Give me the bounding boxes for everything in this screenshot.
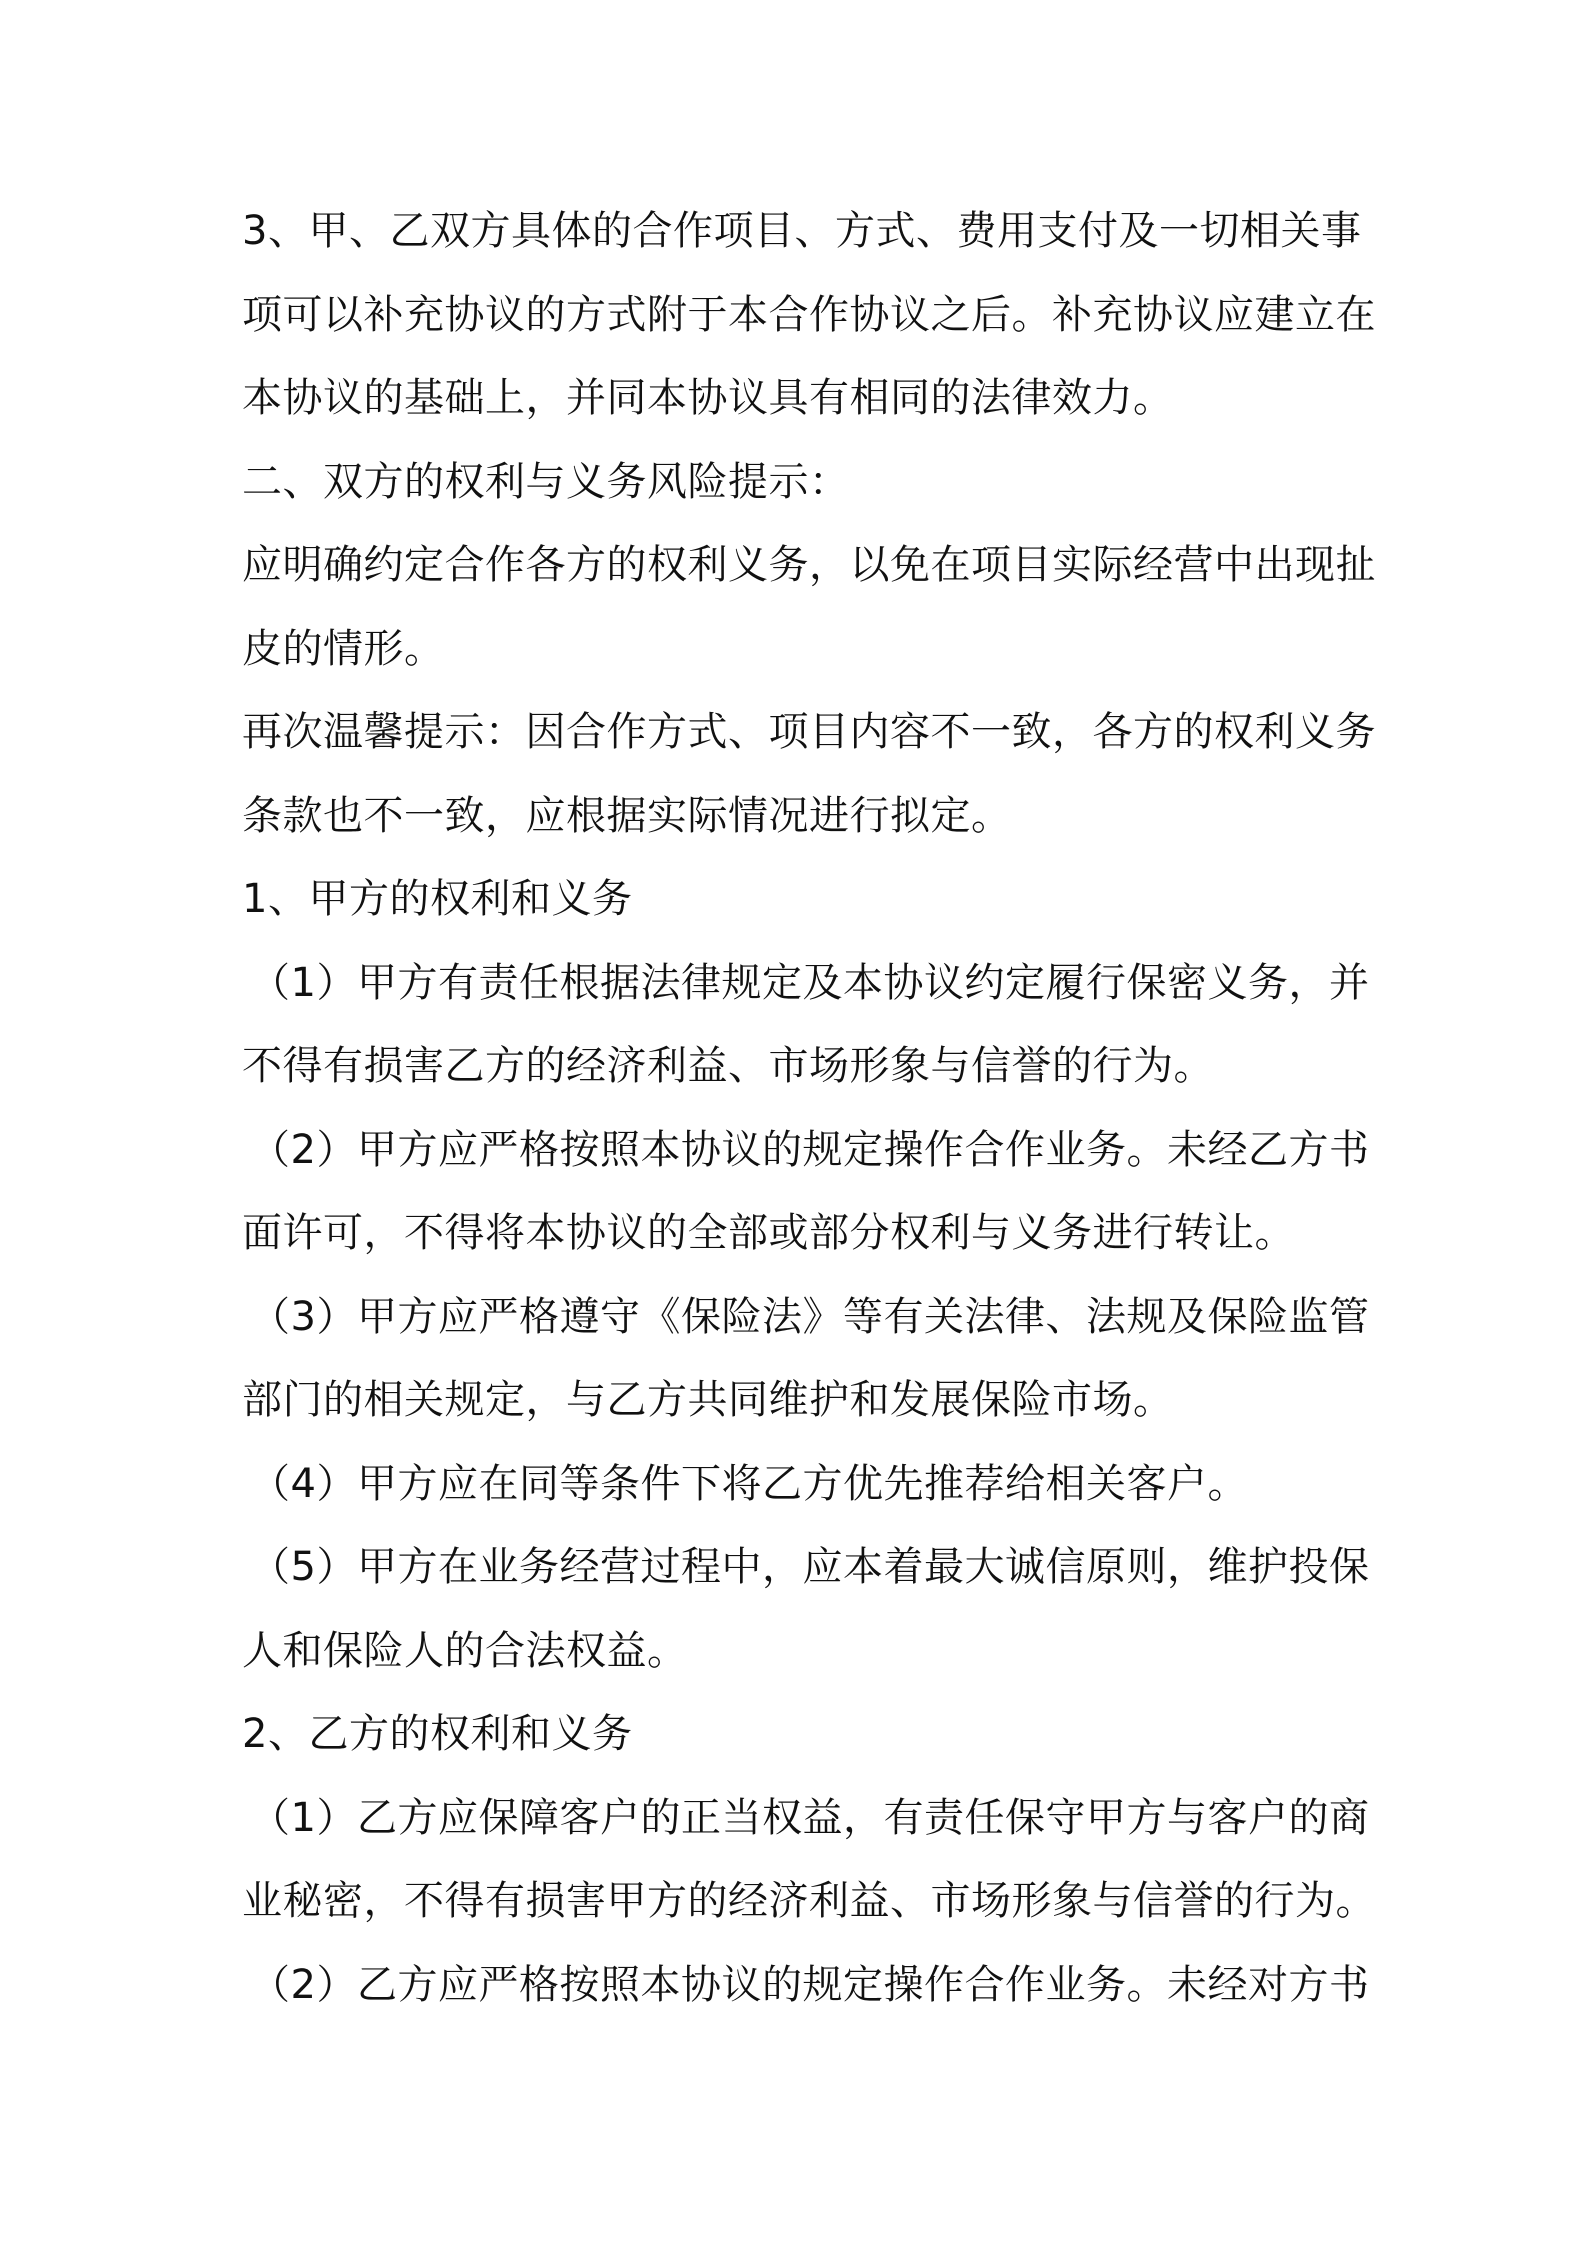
text-line: 不得有损害乙方的经济利益、市场形象与信誉的行为。 (242, 1043, 1214, 1089)
clause-line: （1）甲方有责任根据法律规定及本协议约定履行保密义务，并 (250, 959, 1370, 1006)
section-heading: 二、双方的权利与义务风险提示： (242, 458, 850, 505)
text-line: 面许可，不得将本协议的全部或部分权利与义务进行转让。 (242, 1210, 1295, 1256)
text-line: 部门的相关规定，与乙方共同维护和发展保险市场。 (242, 1377, 1174, 1423)
text-line: 业秘密，不得有损害甲方的经济利益、市场形象与信誉的行为。 (242, 1878, 1376, 1924)
text-line: 再次温馨提示：因合作方式、项目内容不一致，各方的权利义务 (242, 709, 1376, 755)
clause-line: （2）乙方应严格按照本协议的规定操作合作业务。未经对方书 (250, 1961, 1370, 2008)
clause-line: （5）甲方在业务经营过程中，应本着最大诚信原则，维护投保 (250, 1544, 1370, 1590)
text-line: 项可以补充协议的方式附于本合作协议之后。补充协议应建立在 (242, 291, 1376, 338)
clause-line: （3）甲方应严格遵守《保险法》等有关法律、法规及保险监管 (250, 1293, 1370, 1340)
text-line: 皮的情形。 (242, 625, 445, 672)
subsection-heading: 1、甲方的权利和义务 (242, 876, 633, 922)
text-line: 应明确约定合作各方的权利义务，以免在项目实际经营中出现扯 (242, 542, 1376, 588)
clause-line: （1）乙方应保障客户的正当权益，有责任保守甲方与客户的商 (250, 1794, 1370, 1841)
document-body (242, 190, 1376, 2027)
clause-line: （4）甲方应在同等条件下将乙方优先推荐给相关客户。 (250, 1460, 1248, 1507)
text-line: 人和保险人的合法权益。 (242, 1627, 688, 1674)
subsection-heading: 2、乙方的权利和义务 (242, 1711, 633, 1757)
text-line: 3、甲、乙双方具体的合作项目、方式、费用支付及一切相关事 (242, 208, 1362, 254)
clause-line: （2）甲方应严格按照本协议的规定操作合作业务。未经乙方书 (250, 1126, 1370, 1173)
text-line: 条款也不一致，应根据实际情况进行拟定。 (242, 792, 1012, 839)
text-line: 本协议的基础上，并同本协议具有相同的法律效力。 (242, 375, 1174, 421)
